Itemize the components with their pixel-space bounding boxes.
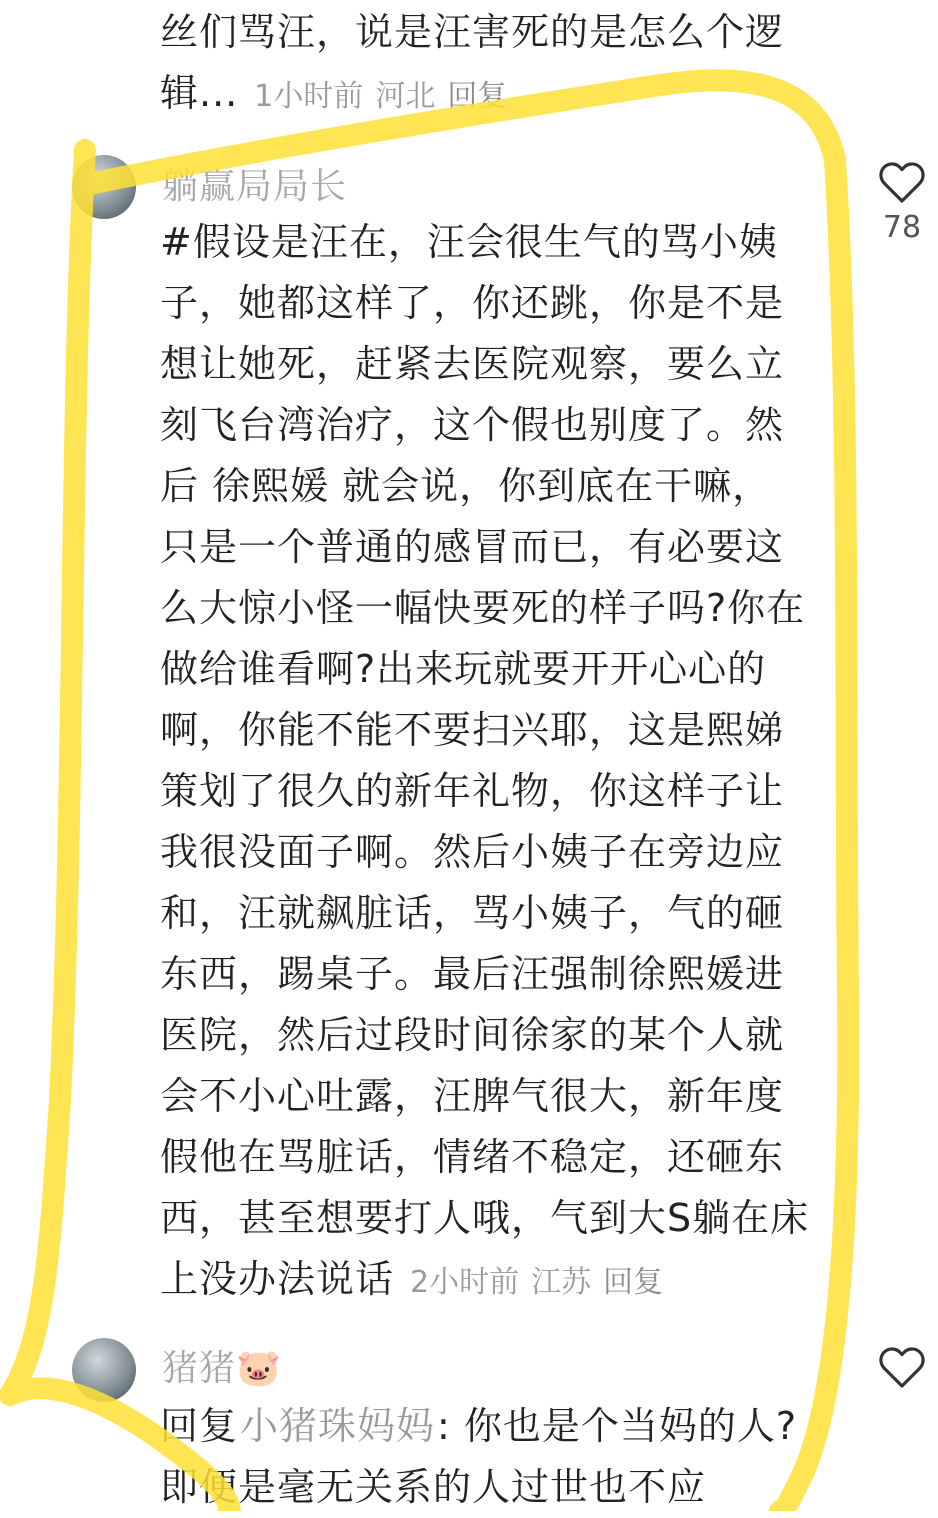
next-comment-reply-prefix: 回复	[160, 1404, 239, 1448]
next-comment-username[interactable]: 猪猪🐷	[162, 1348, 282, 1389]
comment-username[interactable]: 躺赢局局长	[162, 166, 348, 207]
avatar[interactable]	[72, 155, 136, 219]
prev-comment-text	[160, 2, 810, 127]
like-count: 78	[882, 210, 922, 245]
like-button[interactable]	[872, 1345, 932, 1389]
comment-time: 2小时前	[410, 1265, 520, 1300]
prev-comment-reply-button[interactable]: 回复	[447, 79, 508, 114]
heart-outline-icon	[878, 160, 926, 204]
prev-comment-meta	[254, 79, 519, 114]
prev-comment-body: 丝们骂汪，说是汪害死的是怎么个逻辑...	[160, 10, 785, 115]
comment-text	[160, 212, 810, 1313]
avatar[interactable]	[72, 1338, 136, 1402]
next-comment-text	[160, 1396, 810, 1518]
comment-body: #假设是汪在，汪会很生气的骂小姨子，她都这样了，你还跳，你是不是想让她死，赶紧去医院观察，要么立刻飞台湾治疗，这个假也别度了。然后 徐熙媛 就会说，你到底在干嘛，只是一个普通的感冒而已，有必要这么大惊小怪一幅快要死的样子吗?你在做给谁看啊?出来玩就要开开心心的啊，你能不能不要扫兴耶，这是熙娣策划了很久的新年礼物，你这样子让我很没面子啊。然后小姨子在旁边应和，汪就飙脏话，骂小姨子，气的砸东西，踢桌子。最后汪强制徐熙媛进医院，然后过段时间徐家的某个人就会不小心吐露，汪脾气很大，新年度假他在骂脏话，情绪不稳定，还砸东西，甚至想要打人哦，气到大S躺在床上没办法说话	[160, 220, 810, 1301]
next-comment-reply-target[interactable]: 小猪珠妈妈	[240, 1404, 436, 1448]
prev-comment-location: 河北	[375, 79, 436, 114]
heart-outline-icon	[878, 1345, 926, 1389]
next-comment-body: : 你也是个当妈的人? 即便是毫无关系的人过世也不应	[160, 1404, 798, 1509]
comment-reply-button[interactable]: 回复	[603, 1265, 664, 1300]
prev-comment-time: 1小时前	[254, 79, 364, 114]
comment-location: 江苏	[531, 1265, 592, 1300]
like-button[interactable]	[872, 160, 932, 245]
comment-meta	[410, 1265, 675, 1300]
